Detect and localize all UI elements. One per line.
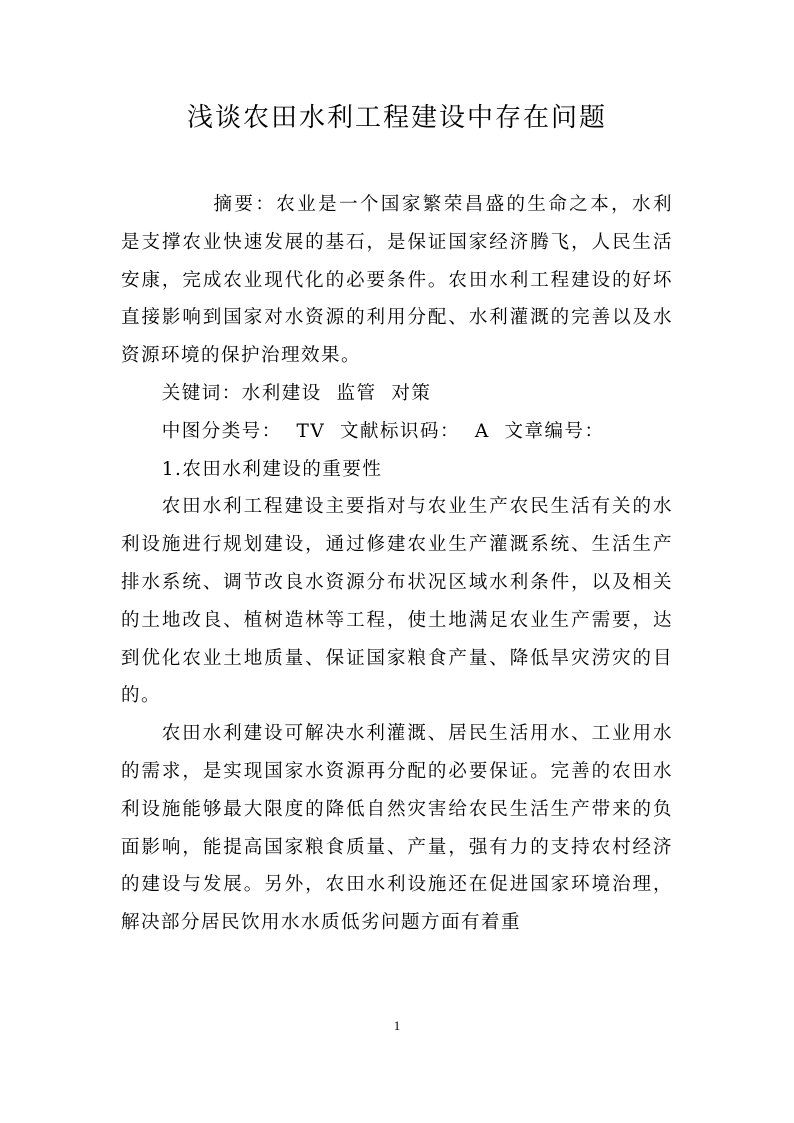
keywords-line [121, 375, 673, 413]
keyword-term: 监管 [336, 382, 377, 404]
body-paragraph: 农田水利工程建设主要指对与农业生产农民生活有关的水利设施进行规划建设，通过修建农业生产灌溉系统、生活生产排水系统、调节改良水资源分布状况区域水利条件，以及相关的土地改良、植树造林等工程，使土地满足农业生产需要，达到优化农业土地质量、保证国家粮食产量、降低旱灾涝灾的目的。 [121, 496, 673, 707]
article-number-label: 文章编号： [504, 420, 605, 442]
clc-label: 中图分类号： [161, 420, 282, 442]
keyword-term: 对策 [391, 382, 432, 404]
abstract-paragraph: 摘要：农业是一个国家繁荣昌盛的生命之本，水利是支撑农业快速发展的基石，是保证国家经济腾飞，人民生活安康，完成农业现代化的必要条件。农田水利工程建设的好坏直接影响到国家对水资源的利用分配、水利灌溉的完善以及水资源环境的保护治理效果。 [121, 194, 673, 367]
clc-value: TV [296, 420, 326, 442]
body-paragraph: 农田水利建设可解决水利灌溉、居民生活用水、工业用水的需求，是实现国家水资源再分配的必要保证。完善的农田水利设施能够最大限度的降低自然灾害给农民生活生产带来的负面影响，能提高国家粮食质量、产量，强有力的支持农村经济的建设与发展。另外，农田水利设施还在促进国家环境治理，解决部分居民饮用水水质低劣问题方面有着重 [121, 723, 673, 934]
document-body [121, 186, 673, 942]
keywords-label: 关键词： [161, 382, 242, 404]
page-number: 1 [393, 1018, 401, 1033]
doc-code-value: A [474, 420, 490, 442]
doc-code-label: 文献标识码： [340, 420, 461, 442]
section-heading: 1.农田水利建设的重要性 [161, 458, 383, 480]
keyword-term: 水利建设 [241, 382, 322, 404]
classification-line [121, 413, 673, 451]
document-title: 浅谈农田水利工程建设中存在问题 [186, 103, 607, 133]
